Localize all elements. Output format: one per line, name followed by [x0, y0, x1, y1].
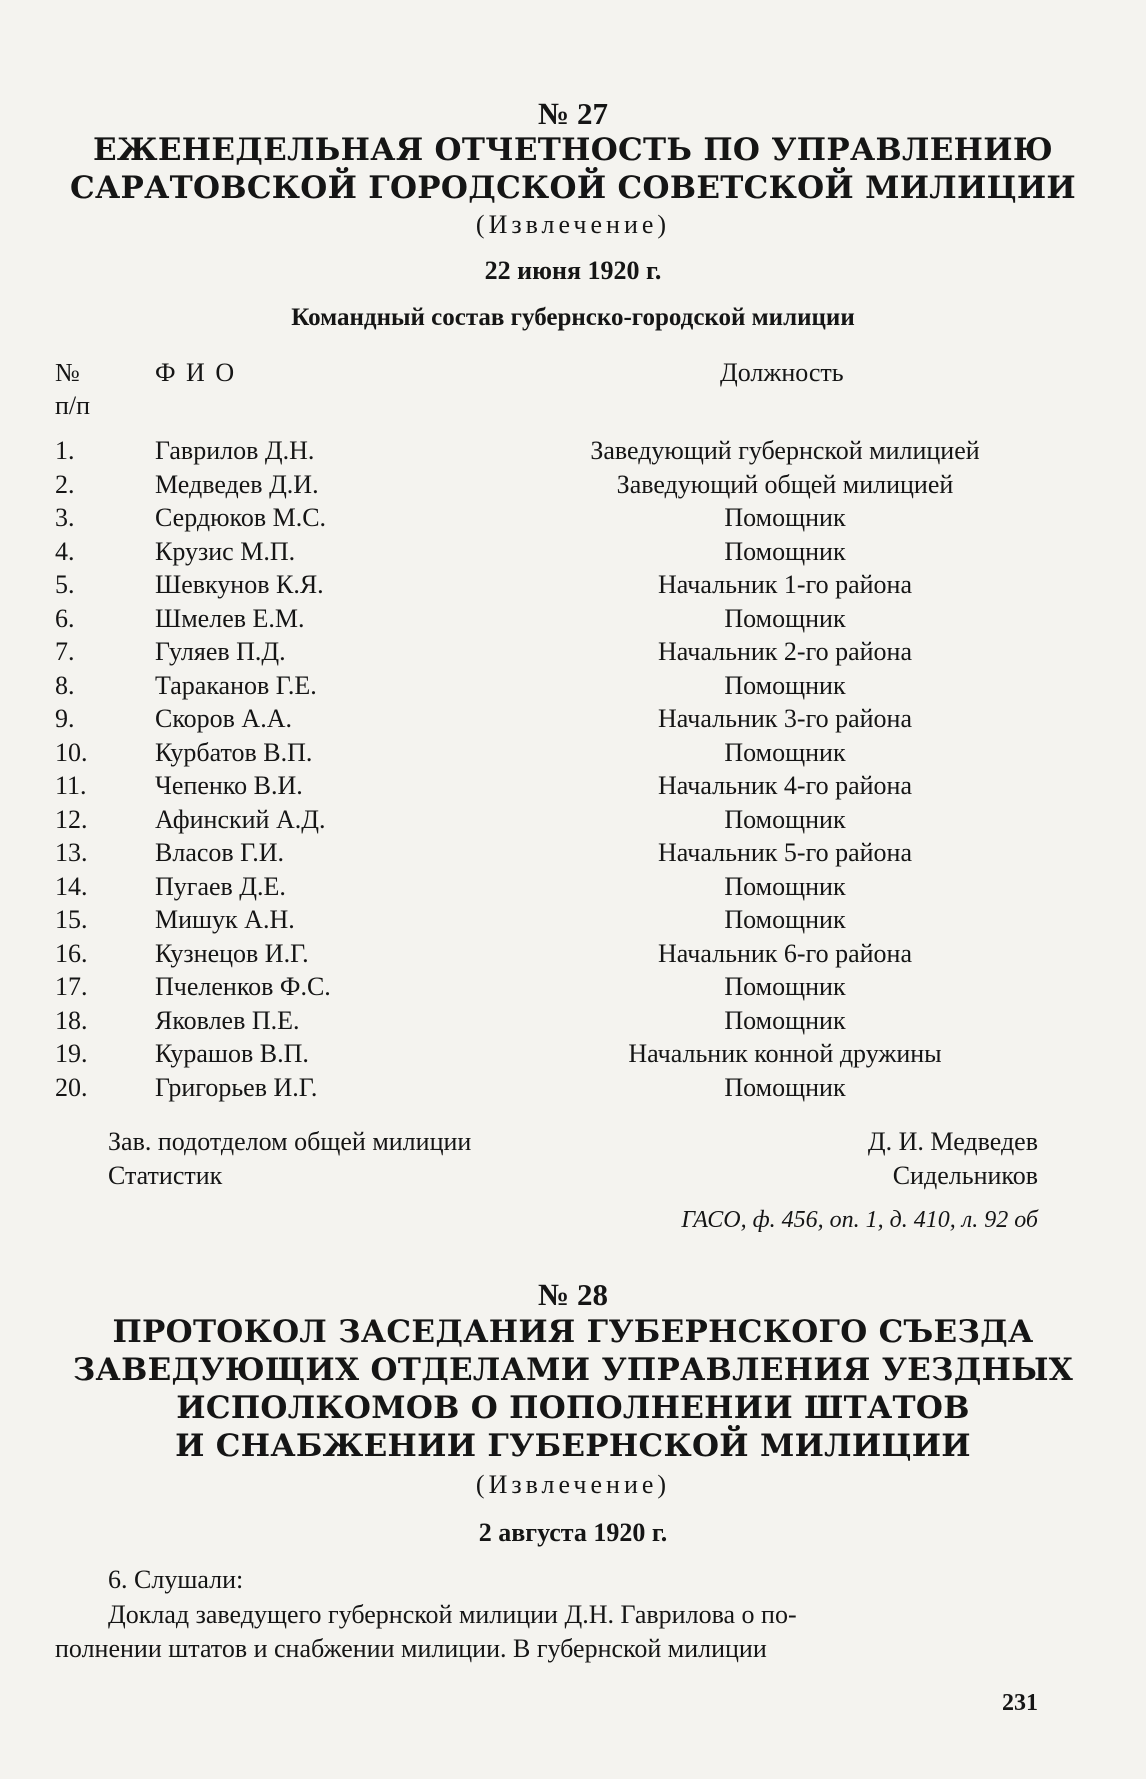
row-number: 1.: [55, 436, 75, 465]
doc28-extract-label: (Извлечение): [475, 1470, 671, 1499]
row-number: 5.: [55, 570, 75, 599]
doc27-number: № 27: [538, 96, 608, 131]
row-number: 6.: [55, 603, 75, 633]
row-position: Помощник: [724, 536, 846, 566]
doc28-paragraph-line1: Доклад заведущего губернской милиции Д.Н. Гаврилова о по-: [108, 1600, 797, 1629]
row-name: Курбатов В.П.: [155, 737, 313, 767]
row-name: Курашов В.П.: [155, 1039, 309, 1068]
row-number: 13.: [55, 838, 88, 867]
row-position: Заведующий общей милицией: [616, 469, 954, 499]
table-row: [0, 905, 1146, 938]
row-name: Кузнецов И.Г.: [155, 938, 309, 968]
row-number: 8.: [55, 670, 75, 700]
table-row: [0, 503, 1146, 536]
signature-name-1: Д. И. Медведев: [867, 1127, 1038, 1156]
row-position: Помощник: [724, 972, 846, 1001]
table-row: [0, 1006, 1146, 1039]
row-name: Пчеленков Ф.С.: [155, 972, 331, 1001]
row-position: Помощник: [724, 871, 846, 901]
table-row: [0, 470, 1146, 503]
doc28-title-line2: ЗАВЕДУЮЩИХ ОТДЕЛАМИ УПРАВЛЕНИЯ УЕЗДНЫХ: [72, 1352, 1074, 1388]
table-row: [0, 738, 1146, 771]
row-name: Медведев Д.И.: [155, 469, 319, 499]
table-row: [0, 704, 1146, 737]
row-position: Заведующий губернской милицией: [590, 436, 980, 465]
row-position: Помощник: [724, 1072, 846, 1102]
row-name: Сердюков М.С.: [155, 503, 327, 532]
doc27-date: 22 июня 1920 г.: [484, 256, 662, 285]
table-row: [0, 838, 1146, 871]
row-number: 2.: [55, 469, 75, 499]
row-name: Власов Г.И.: [155, 838, 285, 867]
row-name: Гуляев П.Д.: [155, 637, 286, 666]
doc27-source: ГАСО, ф. 456, оп. 1, д. 410, л. 92 об: [681, 1207, 1038, 1233]
table-header-num: №: [55, 358, 80, 387]
row-position: Начальник 6-го района: [658, 938, 912, 968]
table-row: [0, 604, 1146, 637]
row-name: Шмелев Е.М.: [155, 603, 305, 633]
row-position: Начальник 3-го района: [658, 704, 912, 733]
signature-name-2: Сидельников: [892, 1161, 1038, 1190]
row-number: 10.: [55, 737, 88, 767]
row-name: Скоров А.А.: [155, 704, 292, 733]
row-name: Шевкунов К.Я.: [155, 570, 324, 599]
table-row: [0, 805, 1146, 838]
row-number: 7.: [55, 637, 75, 666]
row-number: 16.: [55, 938, 88, 968]
page-number: 231: [1002, 1690, 1038, 1716]
row-position: Начальник 5-го района: [658, 838, 912, 867]
table-row: [0, 537, 1146, 570]
doc28-title-line3: ИСПОЛКОМОВ О ПОПОЛНЕНИИ ШТАТОВ: [176, 1390, 970, 1426]
row-name: Чепенко В.И.: [155, 771, 303, 800]
table-row: [0, 939, 1146, 972]
row-number: 12.: [55, 804, 88, 834]
table-row: [0, 671, 1146, 704]
table-row: [0, 637, 1146, 670]
doc27-extract-label: (Извлечение): [475, 210, 671, 239]
table-header-num-sub: п/п: [55, 391, 91, 420]
doc28-paragraph-line2: полнении штатов и снабжении милиции. В губернской милиции: [55, 1634, 767, 1663]
row-number: 19.: [55, 1039, 88, 1068]
signature-role-1: Зав. подотделом общей милиции: [108, 1127, 472, 1156]
row-name: Тараканов Г.Е.: [155, 670, 317, 700]
row-name: Мишук А.Н.: [155, 905, 295, 934]
table-row: [0, 570, 1146, 603]
row-position: Начальник конной дружины: [628, 1039, 942, 1068]
doc28-item: 6. Слушали:: [108, 1565, 244, 1594]
table-row: [0, 872, 1146, 905]
row-position: Помощник: [724, 804, 846, 834]
row-number: 17.: [55, 972, 88, 1001]
row-position: Помощник: [724, 737, 846, 767]
row-position: Начальник 2-го района: [658, 637, 912, 666]
row-number: 20.: [55, 1072, 88, 1102]
row-name: Афинский А.Д.: [155, 804, 326, 834]
table-row: [0, 1039, 1146, 1072]
row-name: Пугаев Д.Е.: [155, 871, 286, 901]
row-position: Помощник: [724, 603, 846, 633]
row-position: Помощник: [724, 905, 846, 934]
row-name: Гаврилов Д.Н.: [155, 436, 315, 465]
row-number: 9.: [55, 704, 75, 733]
table-row: [0, 771, 1146, 804]
row-name: Яковлев П.Е.: [155, 1005, 300, 1035]
row-name: Крузис М.П.: [155, 536, 296, 566]
row-number: 18.: [55, 1005, 88, 1035]
row-position: Начальник 4-го района: [658, 771, 912, 800]
row-name: Григорьев И.Г.: [155, 1072, 318, 1102]
doc28-title-line1: ПРОТОКОЛ ЗАСЕДАНИЯ ГУБЕРНСКОГО СЪЕЗДА: [112, 1314, 1034, 1350]
table-header-name: Ф И О: [155, 358, 237, 387]
row-position: Помощник: [724, 503, 846, 532]
doc28-title-line4: И СНАБЖЕНИИ ГУБЕРНСКОЙ МИЛИЦИИ: [175, 1428, 971, 1464]
doc28-number: № 28: [538, 1277, 608, 1312]
table-row: [0, 1073, 1146, 1106]
doc27-title-line2: САРАТОВСКОЙ ГОРОДСКОЙ СОВЕТСКОЙ МИЛИЦИИ: [69, 170, 1077, 206]
table-row: [0, 972, 1146, 1005]
row-number: 4.: [55, 536, 75, 566]
row-number: 14.: [55, 871, 88, 901]
row-number: 3.: [55, 503, 75, 532]
table-header-position: Должность: [720, 358, 844, 387]
row-position: Начальник 1-го района: [658, 570, 912, 599]
table-row: [0, 436, 1146, 469]
doc27-title-line1: ЕЖЕНЕДЕЛЬНАЯ ОТЧЕТНОСТЬ ПО УПРАВЛЕНИЮ: [92, 132, 1054, 168]
signature-role-2: Статистик: [108, 1161, 223, 1190]
row-position: Помощник: [724, 1005, 846, 1035]
row-number: 15.: [55, 905, 88, 934]
doc28-date: 2 августа 1920 г.: [478, 1518, 668, 1547]
doc27-subheading: Командный состав губернско-городской милиции: [291, 304, 855, 331]
row-position: Помощник: [724, 670, 846, 700]
row-number: 11.: [55, 771, 87, 800]
